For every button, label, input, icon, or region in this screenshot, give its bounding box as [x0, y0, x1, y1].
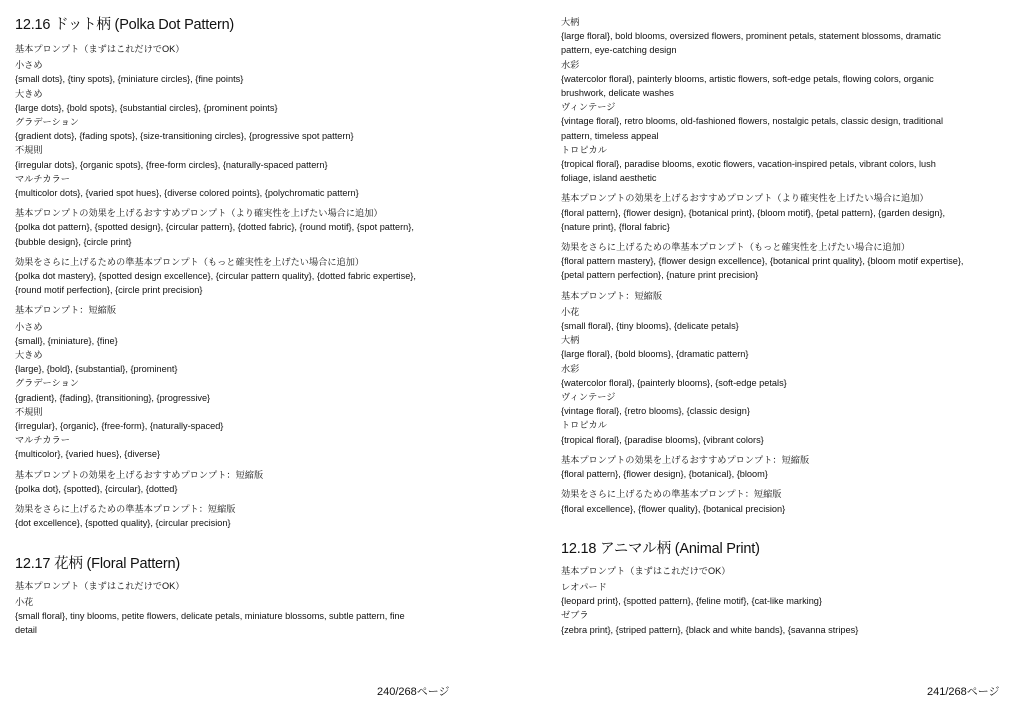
enhance-prompt-label: 効果をさらに上げるための準基本プロンプト（もっと確実性を上げたい場合に追加） — [15, 256, 365, 267]
basic-prompt-label: 基本プロンプト（まずはこれだけでOK） — [561, 565, 731, 576]
group-label: 小花 — [561, 306, 580, 317]
group-label: 大柄 — [561, 335, 580, 346]
recommended-prompt-label: 基本プロンプトの効果を上げるおすすめプロンプト（より確実性を上げたい場合に追加） — [15, 208, 383, 219]
group-text: pattern, timeless appeal — [561, 130, 659, 141]
page-number: 240/268ページ — [377, 686, 450, 698]
group-label: 大きめ — [15, 88, 43, 99]
right-page-content — [561, 15, 1019, 637]
group-text: foliage, island aesthetic — [561, 173, 657, 184]
left-page — [15, 0, 473, 712]
group-label: 水彩 — [561, 363, 580, 374]
group-text: {gradient dots}, {fading spots}, {size-transitioning circles}, {progressive spot pattern} — [15, 131, 354, 142]
group-label: 小さめ — [15, 321, 43, 332]
group-text: {vintage floral}, {retro blooms}, {classic design} — [561, 406, 750, 417]
basic-prompt-label: 基本プロンプト（まずはこれだけでOK） — [15, 44, 185, 54]
basic-prompt-label: 基本プロンプト（まずはこれだけでOK） — [15, 580, 185, 591]
group-label: トロピカル — [561, 144, 607, 155]
group-text: {tropical floral}, paradise blooms, exotic flowers, vacation-inspired petals, vibrant colors, lush — [561, 159, 936, 170]
group-label: 不規則 — [15, 406, 43, 417]
group-text: {large dots}, {bold spots}, {substantial circles}, {prominent points} — [15, 102, 278, 113]
enhance-short-text: {dot excellence}, {spotted quality}, {circular precision} — [15, 518, 231, 529]
group-text: {watercolor floral}, painterly blooms, artistic flowers, soft-edge petals, flowing colors, organic — [561, 73, 934, 84]
group-text: detail — [15, 625, 37, 636]
group-label: 大きめ — [15, 350, 43, 361]
group-text: {small}, {miniature}, {fine} — [15, 335, 118, 346]
group-text: {zebra print}, {striped pattern}, {black and white bands}, {savanna stripes} — [561, 624, 859, 635]
group-label: 水彩 — [561, 59, 580, 70]
group-text: brushwork, delicate washes — [561, 88, 674, 99]
group-label: ヴィンテージ — [561, 102, 616, 113]
recommended-prompt-label: 基本プロンプトの効果を上げるおすすめプロンプト（より確実性を上げたい場合に追加） — [561, 193, 929, 204]
group-text: pattern, eye-catching design — [561, 45, 677, 56]
recommended-prompt-line: {bubble design}, {circle print} — [15, 236, 132, 247]
enhance-prompt-line: {petal pattern perfection}, {nature print precision} — [561, 270, 759, 281]
short-prompt-label: 基本プロンプト：短縮版 — [15, 305, 117, 316]
section-title-polka-dot: 12.16 ドット柄 (Polka Dot Pattern) — [15, 17, 235, 33]
group-label: グラデーション — [15, 378, 79, 389]
group-label: ゼブラ — [561, 610, 589, 621]
recommended-short-label: 基本プロンプトの効果を上げるおすすめプロンプト：短縮版 — [15, 469, 264, 480]
recommended-short-text: {floral pattern}, {flower design}, {botanical}, {bloom} — [561, 469, 768, 480]
group-text: {tropical floral}, {paradise blooms}, {vibrant colors} — [561, 434, 764, 445]
group-text: {vintage floral}, retro blooms, old-fashioned flowers, nostalgic petals, classic design, traditional — [561, 116, 943, 127]
page-number: 241/268ページ — [927, 686, 1000, 698]
group-text: {irregular dots}, {organic spots}, {free-form circles}, {naturally-spaced pattern} — [15, 159, 328, 170]
left-page-content — [15, 16, 473, 637]
enhance-short-label: 効果をさらに上げるための準基本プロンプト：短縮版 — [15, 504, 236, 515]
group-label: 小さめ — [15, 60, 43, 71]
right-page — [561, 0, 1019, 712]
recommended-prompt-line: {floral pattern}, {flower design}, {botanical print}, {bloom motif}, {petal pattern}, {garden design}, — [561, 207, 946, 218]
enhance-short-text: {floral excellence}, {flower quality}, {botanical precision} — [561, 503, 786, 514]
group-label: ヴィンテージ — [561, 392, 616, 403]
group-text: {large floral}, {bold blooms}, {dramatic pattern} — [561, 349, 749, 360]
group-text: {multicolor}, {varied hues}, {diverse} — [15, 449, 161, 460]
group-text: {irregular}, {organic}, {free-form}, {naturally-spaced} — [15, 421, 224, 432]
group-label: マルチカラー — [15, 173, 70, 184]
group-label: グラデーション — [15, 117, 79, 128]
group-text: {small dots}, {tiny spots}, {miniature circles}, {fine points} — [15, 74, 244, 85]
group-text: {small floral}, {tiny blooms}, {delicate petals} — [561, 321, 739, 332]
group-text: {multicolor dots}, {varied spot hues}, {diverse colored points}, {polychromatic pattern} — [15, 188, 359, 199]
group-text: {large}, {bold}, {substantial}, {prominent} — [15, 364, 178, 375]
enhance-prompt-line: {floral pattern mastery}, {flower design excellence}, {botanical print quality}, {bloom motif expertise}, — [561, 256, 964, 267]
enhance-prompt-line: {round motif perfection}, {circle print precision} — [15, 285, 203, 296]
group-text: {watercolor floral}, {painterly blooms}, {soft-edge petals} — [561, 377, 787, 388]
group-label: 大柄 — [561, 17, 580, 27]
short-prompt-label: 基本プロンプト：短縮版 — [561, 290, 663, 301]
group-label: マルチカラー — [15, 435, 70, 446]
group-text: {leopard print}, {spotted pattern}, {feline motif}, {cat-like marking} — [561, 596, 822, 607]
recommended-short-label: 基本プロンプトの効果を上げるおすすめプロンプト：短縮版 — [561, 454, 810, 465]
enhance-prompt-label: 効果をさらに上げるための準基本プロンプト（もっと確実性を上げたい場合に追加） — [561, 242, 911, 253]
recommended-short-text: {polka dot}, {spotted}, {circular}, {dotted} — [15, 483, 178, 494]
section-title-floral: 12.17 花柄 (Floral Pattern) — [15, 555, 181, 572]
group-label: トロピカル — [561, 420, 607, 431]
group-label: レオパード — [561, 581, 607, 592]
enhance-prompt-line: {polka dot mastery}, {spotted design excellence}, {circular pattern quality}, {dotted fabric expertise}, — [15, 271, 416, 282]
group-text: {large floral}, bold blooms, oversized flowers, prominent petals, statement blossoms, dramatic — [561, 31, 941, 42]
enhance-short-label: 効果をさらに上げるための準基本プロンプト：短縮版 — [561, 489, 782, 500]
group-label: 不規則 — [15, 145, 43, 156]
recommended-prompt-line: {nature print}, {floral fabric} — [561, 221, 670, 232]
group-text: {gradient}, {fading}, {transitioning}, {progressive} — [15, 392, 211, 403]
recommended-prompt-line: {polka dot pattern}, {spotted design}, {circular pattern}, {dotted fabric}, {round motif}, {spot pattern}, — [15, 222, 414, 233]
group-text: {small floral}, tiny blooms, petite flowers, delicate petals, miniature blossoms, subtle pattern, fine — [15, 610, 405, 621]
section-title-animal-print: 12.18 アニマル柄 (Animal Print) — [561, 540, 760, 557]
group-label: 小花 — [15, 596, 34, 607]
